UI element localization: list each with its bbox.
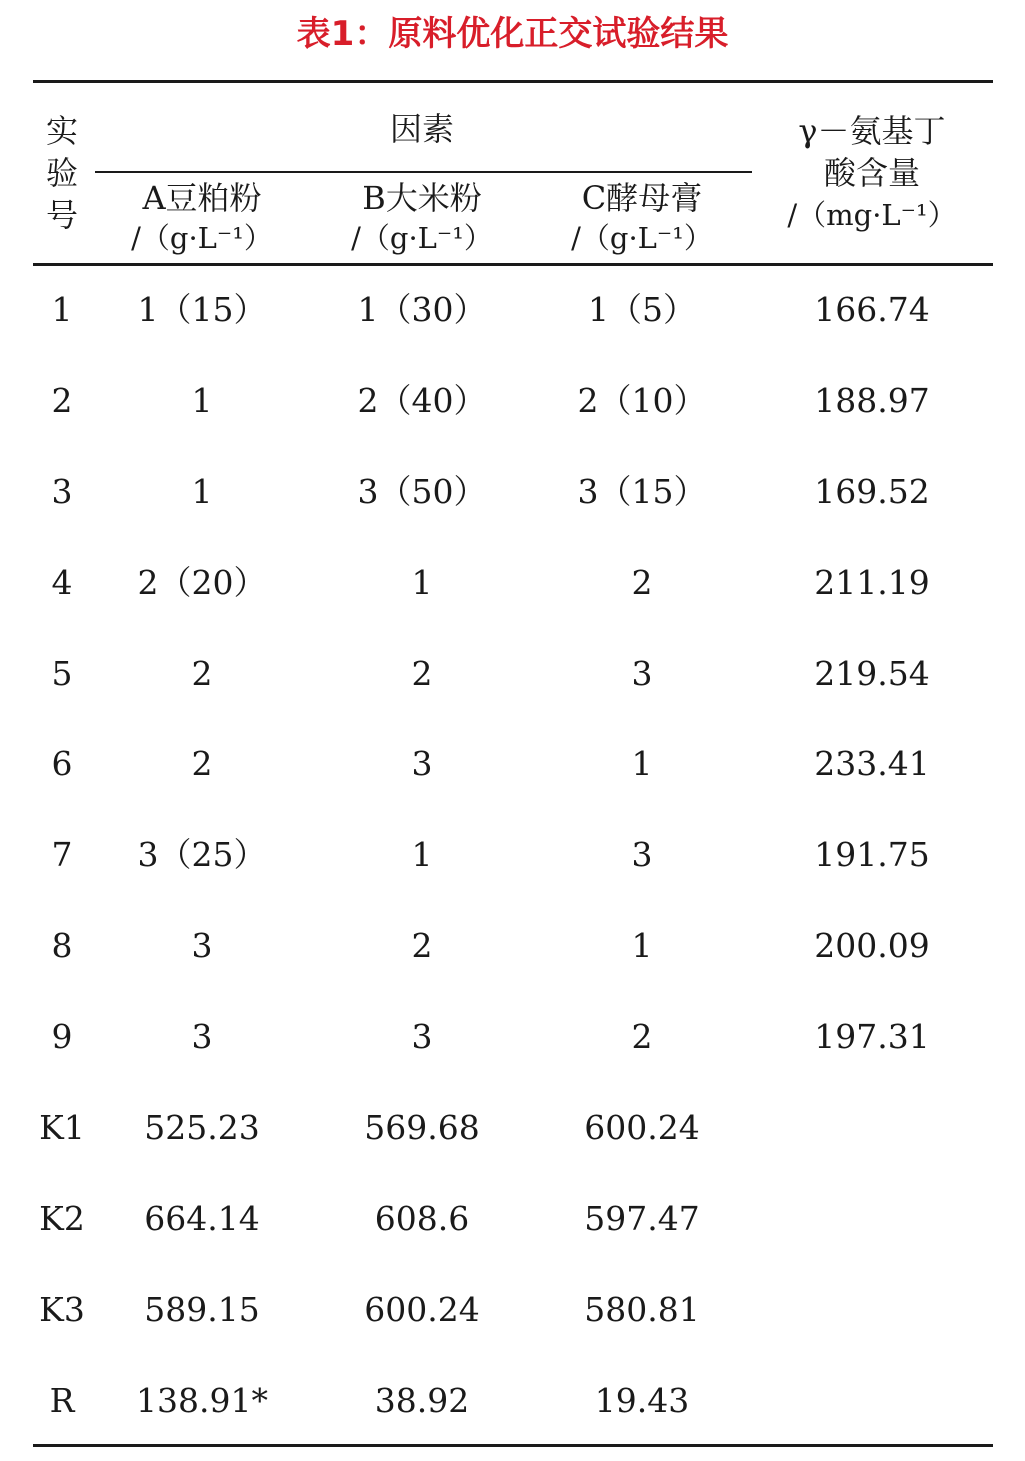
header-index-char: 验 xyxy=(45,154,78,192)
cell-c: 2 xyxy=(631,1017,653,1057)
cell-b: 2 xyxy=(411,653,433,693)
header-col-a xyxy=(92,178,312,258)
cell-a: 3 xyxy=(191,1017,213,1057)
cell-a: 3 xyxy=(191,926,213,966)
cell-gaba: 200.09 xyxy=(814,926,930,966)
cell-index: K1 xyxy=(39,1108,85,1148)
cell-gaba xyxy=(752,1174,992,1265)
cell-a: 1 xyxy=(191,471,213,511)
cell-b: 1 xyxy=(411,562,433,602)
cell-index: 8 xyxy=(51,926,73,966)
header-col-c xyxy=(532,178,752,258)
cell-b: 1 xyxy=(411,835,433,875)
cell-index: 9 xyxy=(51,1017,73,1057)
cell-gaba: 191.75 xyxy=(814,835,930,875)
header-col-c-name: C酵母膏 xyxy=(581,179,703,217)
table-title: 表1：原料优化正交试验结果 xyxy=(296,14,729,54)
header-col-b-unit: /（g·L⁻¹） xyxy=(351,221,493,255)
table-row xyxy=(0,1083,1025,1174)
cell-b: 608.6 xyxy=(374,1198,470,1238)
cell-b: 1（30） xyxy=(357,290,487,329)
cell-c: 580.81 xyxy=(584,1289,700,1329)
cell-c: 1（5） xyxy=(588,290,696,329)
cell-index: 4 xyxy=(51,562,73,602)
cell-a: 138.91* xyxy=(136,1380,268,1420)
cell-gaba: 219.54 xyxy=(814,653,930,693)
table-row xyxy=(0,901,1025,992)
cell-c: 3 xyxy=(631,653,653,693)
cell-gaba xyxy=(752,1356,992,1447)
cell-index: K2 xyxy=(39,1198,85,1238)
cell-b: 3 xyxy=(411,1017,433,1057)
cell-c: 1 xyxy=(631,926,653,966)
cell-b: 2（40） xyxy=(357,380,487,420)
cell-gaba: 188.97 xyxy=(814,380,930,420)
cell-a: 589.15 xyxy=(144,1289,260,1329)
cell-gaba: 166.74 xyxy=(814,290,930,329)
header-col-c-unit: /（g·L⁻¹） xyxy=(571,221,713,255)
table-row xyxy=(0,538,1025,629)
cell-b: 3 xyxy=(411,744,433,784)
cell-a: 2 xyxy=(191,653,213,693)
factor-underline xyxy=(95,171,752,173)
table-row xyxy=(0,447,1025,538)
cell-a: 664.14 xyxy=(144,1198,260,1238)
table-row xyxy=(0,992,1025,1083)
header-factors: 因素 xyxy=(389,110,454,148)
cell-gaba xyxy=(752,1265,992,1356)
cell-c: 3 xyxy=(631,835,653,875)
top-rule xyxy=(33,80,993,83)
cell-c: 2（10） xyxy=(577,380,707,420)
cell-c: 600.24 xyxy=(584,1108,700,1148)
table-row xyxy=(0,719,1025,810)
header-gaba-line2: 酸含量 xyxy=(823,154,920,192)
cell-b: 3（50） xyxy=(357,471,487,511)
header-col-a-name: A豆粕粉 xyxy=(142,179,262,217)
cell-index: 1 xyxy=(51,290,73,329)
header-col-b-name: B大米粉 xyxy=(362,179,482,217)
cell-b: 2 xyxy=(411,926,433,966)
cell-index: 6 xyxy=(51,744,73,784)
cell-index: R xyxy=(49,1380,75,1420)
table-row xyxy=(0,629,1025,720)
header-gaba-unit: /（mg·L⁻¹） xyxy=(787,198,957,232)
table-row xyxy=(0,356,1025,447)
cell-index: 7 xyxy=(51,835,73,875)
header-index-char: 实 xyxy=(45,112,78,150)
cell-a: 3（25） xyxy=(137,835,267,875)
cell-gaba: 169.52 xyxy=(814,471,930,511)
header-index-char: 号 xyxy=(45,196,78,234)
cell-a: 2（20） xyxy=(137,562,267,602)
cell-c: 1 xyxy=(631,744,653,784)
cell-index: 5 xyxy=(51,653,73,693)
cell-gaba: 211.19 xyxy=(814,562,930,602)
table-row xyxy=(0,810,1025,901)
cell-a: 1（15） xyxy=(137,290,267,329)
cell-gaba: 233.41 xyxy=(814,744,930,784)
cell-gaba xyxy=(752,1083,992,1174)
cell-b: 600.24 xyxy=(364,1289,480,1329)
table-body xyxy=(0,265,1025,1447)
cell-c: 19.43 xyxy=(594,1380,690,1420)
table-row xyxy=(0,1356,1025,1447)
header-col-gaba xyxy=(752,110,992,236)
header-col-a-unit: /（g·L⁻¹） xyxy=(131,221,273,255)
cell-c: 3（15） xyxy=(577,471,707,511)
table-row xyxy=(0,265,1025,356)
cell-a: 2 xyxy=(191,744,213,784)
cell-a: 1 xyxy=(191,380,213,420)
cell-b: 38.92 xyxy=(374,1380,470,1420)
table-row xyxy=(0,1265,1025,1356)
cell-c: 597.47 xyxy=(584,1198,700,1238)
cell-gaba: 197.31 xyxy=(814,1017,930,1057)
cell-b: 569.68 xyxy=(364,1108,480,1148)
cell-index: 2 xyxy=(51,380,73,420)
header-gaba-line1: γ－氨基丁 xyxy=(798,112,946,150)
table-row xyxy=(0,1174,1025,1265)
cell-a: 525.23 xyxy=(144,1108,260,1148)
cell-c: 2 xyxy=(631,562,653,602)
header-index xyxy=(40,110,84,236)
header-col-b xyxy=(312,178,532,258)
cell-index: K3 xyxy=(39,1289,85,1329)
cell-index: 3 xyxy=(51,471,73,511)
